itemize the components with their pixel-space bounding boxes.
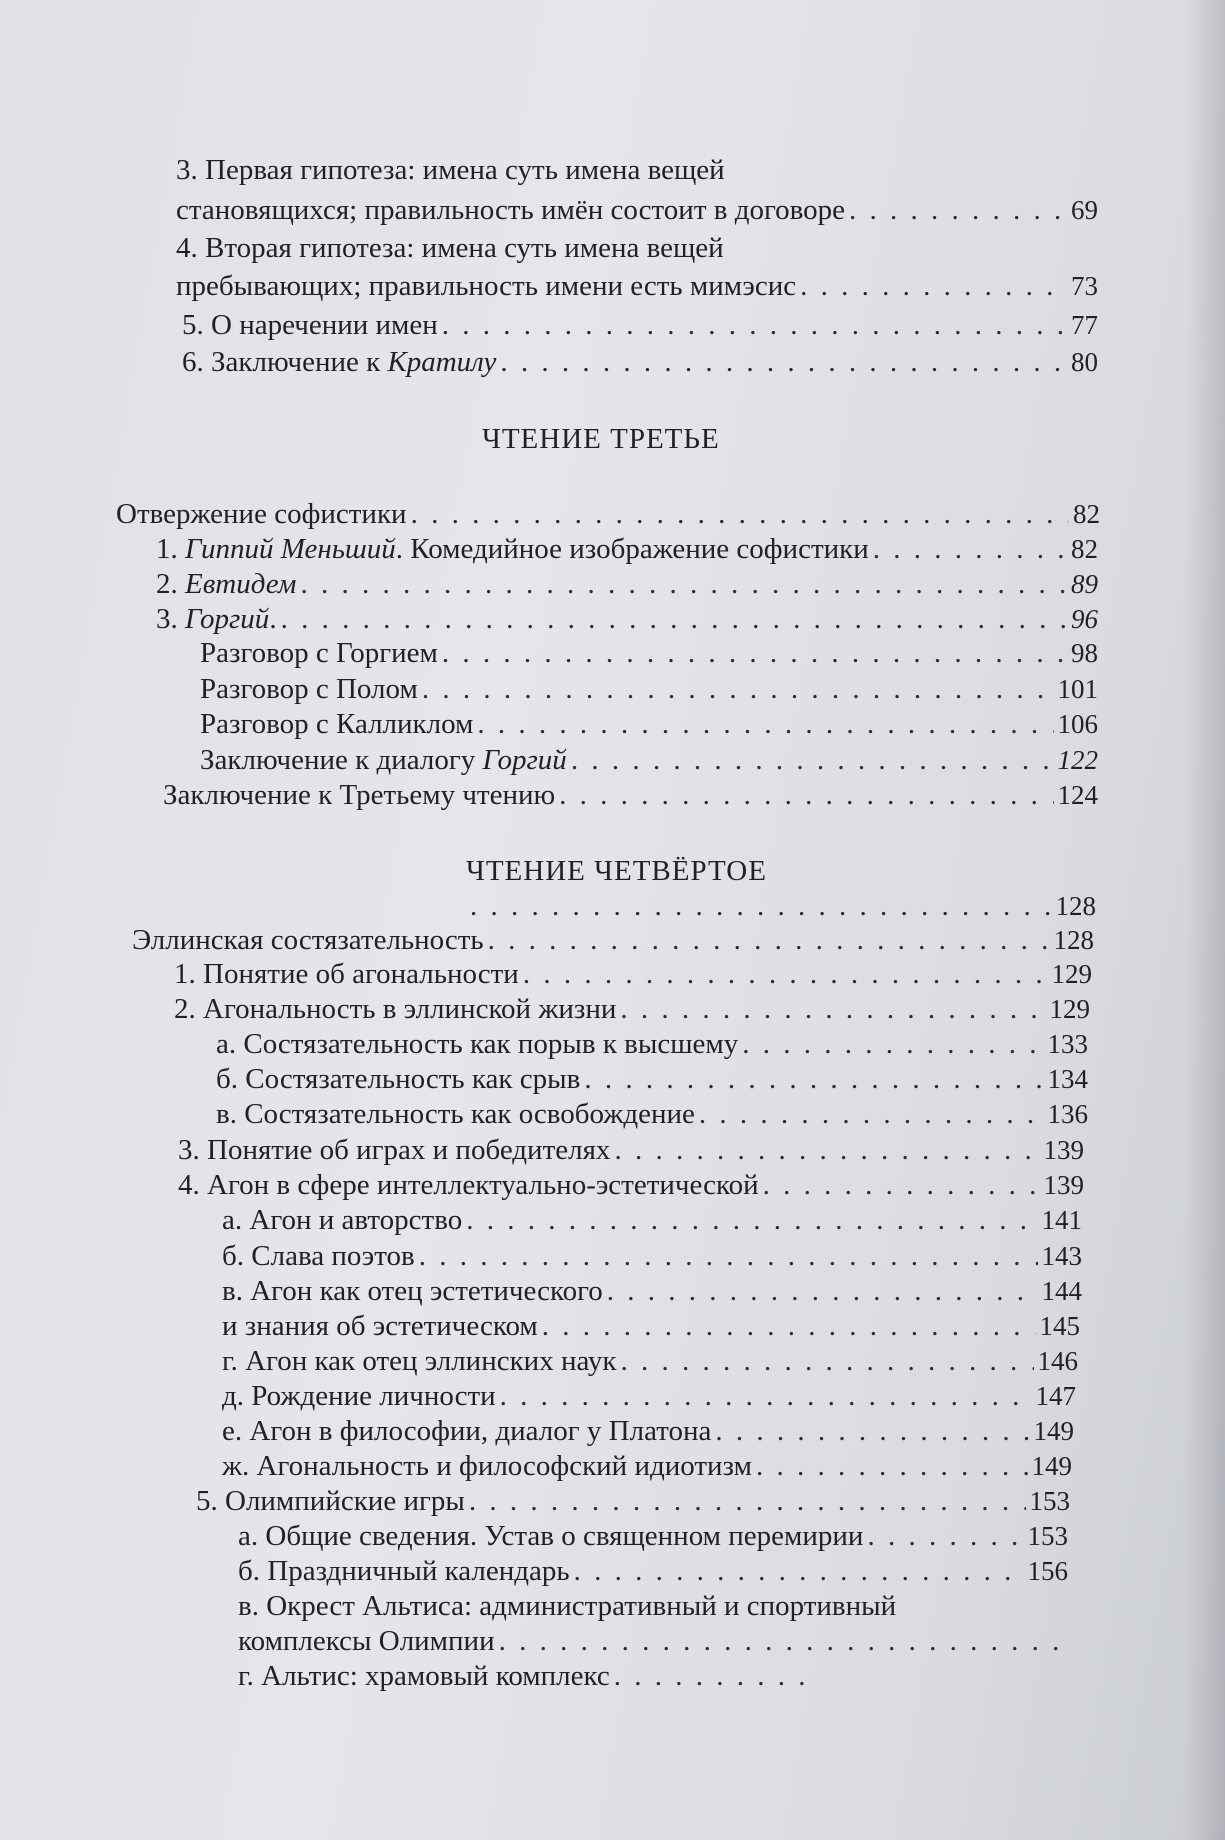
toc-entry-title: пребывающих; правильность имени есть мимэсис: [176, 270, 797, 302]
toc-entry[interactable]: [222, 1341, 1078, 1381]
toc-entry[interactable]: [222, 1411, 1074, 1451]
toc-page-number: 73: [1071, 271, 1098, 301]
toc-page-number: 133: [1047, 1029, 1088, 1059]
toc-page-number: 82: [1073, 499, 1100, 529]
toc-page-number: 101: [1057, 674, 1098, 704]
toc-entry[interactable]: [178, 1165, 1084, 1205]
toc-page-number: 153: [1027, 1521, 1068, 1551]
toc-page-number: 96: [1071, 604, 1098, 634]
toc-entry[interactable]: [174, 989, 1090, 1029]
toc-entry[interactable]: [200, 633, 1098, 673]
toc-entry-title: комплексы Олимпии: [238, 1625, 495, 1657]
toc-entry-title: ж. Агональность и философский идиотизм: [222, 1450, 752, 1482]
toc-page-number: 128: [1055, 891, 1096, 921]
toc-entry-title: 2. Агональность в эллинской жизни: [174, 993, 617, 1025]
toc-page-number: 139: [1043, 1170, 1084, 1200]
toc-page-number: 134: [1047, 1064, 1088, 1094]
toc-entry[interactable]: [200, 740, 1098, 780]
toc-entry[interactable]: [196, 1481, 1070, 1521]
toc-page-number: 139: [1043, 1135, 1084, 1165]
section-heading: ЧТЕНИЕ ТРЕТЬЕ: [482, 423, 720, 455]
toc-page-number: 147: [1035, 1381, 1076, 1411]
toc-page-number: 153: [1029, 1486, 1070, 1516]
toc-entry-title: 1. Понятие об агональности: [174, 958, 519, 990]
toc-entry-title: Отвержение софистики: [116, 498, 407, 530]
toc-page-number: 77: [1071, 310, 1098, 340]
toc-entry-title: 5. Олимпийские игры: [196, 1485, 465, 1517]
toc-entry-line: 4. Вторая гипотеза: имена суть имена вещей: [176, 232, 724, 264]
toc-entry[interactable]: [216, 1094, 1088, 1134]
toc-entry-title: 3. Горгий.: [156, 603, 277, 635]
toc-entry[interactable]: [178, 1130, 1084, 1170]
toc-entry[interactable]: [163, 775, 1098, 815]
toc-entry[interactable]: [238, 1621, 1068, 1661]
toc-page-number: 128: [1053, 925, 1094, 955]
toc-entry-title: а. Состязательность как порыв к высшему: [216, 1028, 739, 1060]
toc-entry[interactable]: [238, 1656, 818, 1696]
toc-entry-title: Заключение к Третьему чтению: [163, 779, 556, 811]
toc-entry-title: в. Агон как отец эстетического: [222, 1275, 603, 1307]
toc-entry-title: в. Состязательность как освобождение: [216, 1098, 695, 1130]
toc-page-number: 146: [1037, 1346, 1078, 1376]
toc-entry-title: г. Агон как отец эллинских наук: [222, 1345, 617, 1377]
toc-page-number: 136: [1047, 1099, 1088, 1129]
toc-entry-title: 1. Гиппий Меньший. Комедийное изображение софистики: [156, 533, 869, 565]
toc-entry-title: 4. Агон в сфере интеллектуально-эстетической: [178, 1169, 759, 1201]
toc-entry[interactable]: [156, 564, 1098, 604]
toc-page-number: 124: [1057, 780, 1098, 810]
toc-page-number: 82: [1071, 534, 1098, 564]
toc-page-number: 69: [1071, 195, 1098, 225]
toc-page-number: 80: [1071, 347, 1098, 377]
toc-entry-line: 3. Первая гипотеза: имена суть имена вещей: [176, 154, 725, 186]
toc-page-number: 156: [1027, 1556, 1068, 1586]
toc-page-number: 89: [1071, 569, 1098, 599]
toc-entry[interactable]: [238, 1516, 1068, 1556]
toc-entry[interactable]: [222, 1200, 1082, 1240]
toc-entry[interactable]: [222, 1271, 1082, 1311]
toc-entry-title: а. Общие сведения. Устав о священном перемирии: [238, 1520, 864, 1552]
toc-entry-title: а. Агон и авторство: [222, 1204, 463, 1236]
toc-entry-line: в. Окрест Альтиса: административный и спортивный: [238, 1590, 897, 1622]
toc-entry-title: б. Праздничный календарь: [238, 1555, 570, 1587]
toc-entry-title: становящихся; правильность имён состоит в договоре: [176, 194, 845, 226]
toc-entry-title: Разговор с Калликлом: [200, 708, 474, 740]
toc-entry[interactable]: [200, 704, 1098, 744]
toc-page-number: 145: [1039, 1311, 1080, 1341]
toc-entry-title: б. Состязательность как срыв: [216, 1063, 581, 1095]
toc-entry-title: е. Агон в философии, диалог у Платона: [222, 1415, 712, 1447]
toc-entry[interactable]: [238, 1551, 1068, 1591]
toc-page-number: 106: [1057, 709, 1098, 739]
toc-page-number: 149: [1033, 1416, 1074, 1446]
toc-page-number: 129: [1049, 994, 1090, 1024]
toc-entry-title: б. Слава поэтов: [222, 1240, 415, 1272]
toc-entry[interactable]: [222, 1236, 1082, 1276]
toc-page-number: 149: [1031, 1451, 1072, 1481]
toc-entry[interactable]: [222, 1446, 1072, 1486]
toc-entry[interactable]: [182, 305, 1098, 345]
toc-entry-title: и знания об эстетическом: [222, 1310, 538, 1342]
toc-entry-title: Заключение к диалогу Горгий: [200, 744, 567, 776]
toc-entry[interactable]: [156, 529, 1098, 569]
toc-entry-title: Разговор с Полом: [200, 673, 418, 705]
toc-page-number: 98: [1071, 638, 1098, 668]
toc-entry[interactable]: [174, 954, 1092, 994]
toc-entry-title: 6. Заключение к Кратилу: [182, 346, 497, 378]
toc-page-number: 122: [1057, 745, 1098, 775]
toc-page-number: 143: [1041, 1241, 1082, 1271]
toc-entry-title: г. Альтис: храмовый комплекс: [238, 1660, 610, 1692]
toc-entry-title: Разговор с Горгием: [200, 637, 438, 669]
toc-entry[interactable]: [200, 669, 1098, 709]
toc-page-number: 141: [1041, 1205, 1082, 1235]
toc-page-number: 129: [1051, 959, 1092, 989]
section-heading: ЧТЕНИЕ ЧЕТВЁРТОЕ: [466, 855, 767, 887]
toc-entry[interactable]: [176, 190, 1098, 230]
toc-entry[interactable]: [222, 1306, 1080, 1346]
toc-entry[interactable]: [222, 1376, 1076, 1416]
toc-entry[interactable]: [116, 494, 1100, 534]
toc-entry-title: 2. Евтидем: [156, 568, 297, 600]
toc-entry-title: 3. Понятие об играх и победителях: [178, 1134, 611, 1166]
toc-entry[interactable]: [176, 266, 1098, 306]
toc-entry-title: Эллинская состязательность: [132, 924, 484, 956]
toc-entry-title: д. Рождение личности: [222, 1380, 496, 1412]
toc-page-number: 144: [1041, 1276, 1082, 1306]
toc-entry[interactable]: [216, 1059, 1088, 1099]
toc-entry-title: 5. О наречении имен: [182, 309, 438, 341]
toc-entry[interactable]: [182, 342, 1098, 382]
toc-entry[interactable]: [216, 1024, 1088, 1064]
